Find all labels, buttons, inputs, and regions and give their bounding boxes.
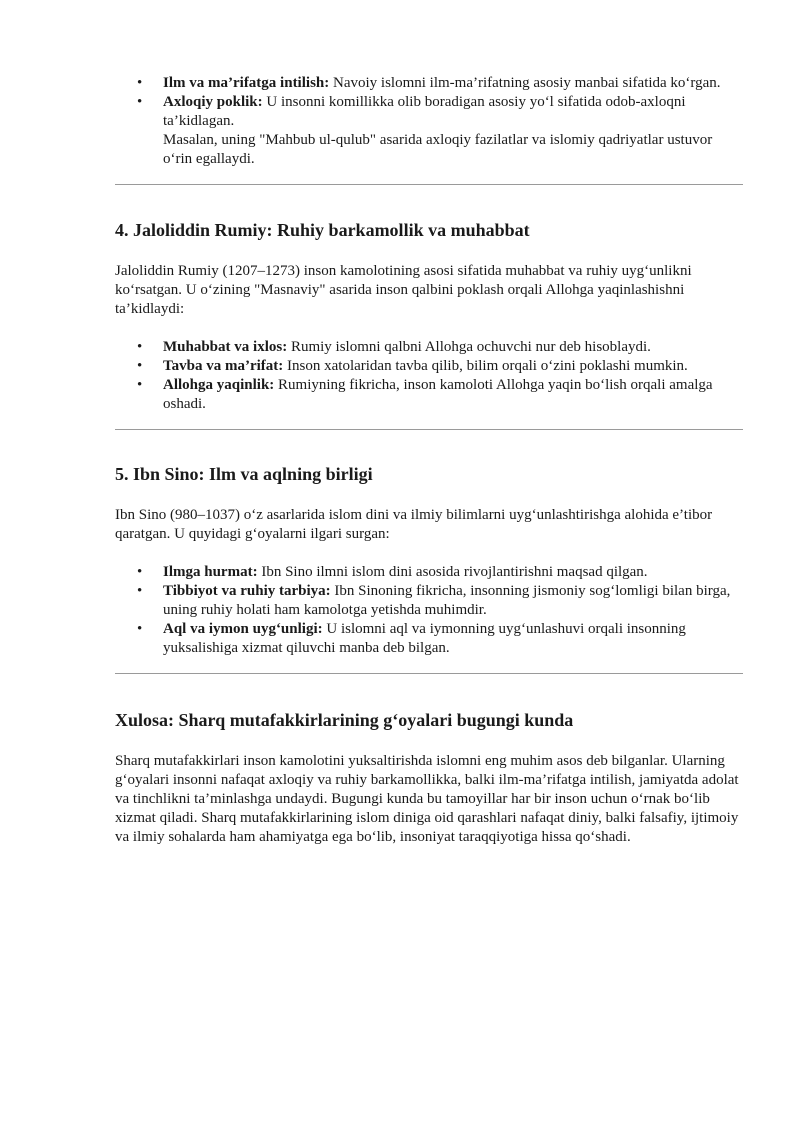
list-item — [115, 357, 743, 376]
item-term: Tavba va ma’rifat: — [163, 358, 284, 374]
item-text: U islomni aql va iymonning uyg‘unlashuvi orqali insonning yuksalishiga xizmat qiluvchi manba deb bilgan. — [163, 621, 686, 656]
item-term: Axloqiy poklik: — [163, 94, 263, 110]
section-divider — [115, 184, 743, 185]
item-text: Inson xatolaridan tavba qilib, bilim orqali o‘zini poklashi mumkin. — [283, 358, 688, 374]
conclusion-paragraph: Sharq mutafakkirlari inson kamolotini yuksaltirishda islomni eng muhim asos deb bilganlar. Ularning g‘oyalari insonni nafaqat axloqiy va ruhiy barkamollikka, balki ilm-ma’rifatga intilish, jamiyatda adolat va tinchlikni ta’minlashga undaydi. Bugungi kunda bu tamoyillar har bir inson uchun o‘rnak bo‘lib xizmat qiladi. Sharq mutafakkirlarining islom diniga oid qarashlari nafaqat diniy, balki falsafiy, ijtimoiy va ilmiy sohalarda ham ahamiyatga ega bo‘lib, insoniyat taraqqiyotiga hissa qo‘shadi. — [115, 753, 739, 845]
section-paragraph: Ibn Sino (980–1037) o‘z asarlarida islom dini va ilmiy bilimlarni uyg‘unlashtirishga alohida e’tibor qaratgan. U quyidagi g‘oyalarni ilgari surgan: — [115, 507, 713, 542]
item-term: Ilm va ma’rifatga intilish: — [163, 75, 330, 91]
item-text: Rumiyning fikricha, inson kamoloti Allohga yaqin bo‘lish orqali amalga oshadi. — [163, 377, 713, 412]
item-term: Aql va iymon uyg‘unligi: — [163, 621, 323, 637]
list-item — [115, 620, 743, 658]
item-continuation: Masalan, uning "Mahbub ul-qulub" asarida axloqiy fazilatlar va islomiy qadriyatlar ustuvor o‘rin egallaydi. — [163, 132, 713, 167]
section-divider — [115, 429, 743, 430]
list-item — [115, 582, 743, 620]
list-item — [115, 376, 743, 414]
document-page — [115, 74, 743, 847]
item-text: Ibn Sino ilmni islom dini asosida rivojlantirishni maqsad qilgan. — [257, 564, 648, 580]
list-item — [115, 563, 743, 582]
item-term: Allohga yaqinlik: — [163, 377, 275, 393]
list-item — [115, 338, 743, 357]
section-paragraph: Jaloliddin Rumiy (1207–1273) inson kamolotining asosi sifatida muhabbat va ruhiy uyg‘unlikni ko‘rsatgan. U o‘zining "Masnaviy" asarida inson qalbini poklash orqali Allohga yaqinlashishni ta’kidlaydi: — [115, 263, 692, 317]
section-heading: 5. Ibn Sino: Ilm va aqlning birligi — [115, 464, 373, 484]
item-term: Tibbiyot va ruhiy tarbiya: — [163, 583, 331, 599]
section-heading: Xulosa: Sharq mutafakkirlarining g‘oyalari bugungi kunda — [115, 710, 574, 730]
section4-list — [115, 338, 743, 414]
item-term: Muhabbat va ixlos: — [163, 339, 288, 355]
section-divider — [115, 673, 743, 674]
item-term: Ilmga hurmat: — [163, 564, 258, 580]
item-text: Navoiy islomni ilm-ma’rifatning asosiy manbai sifatida ko‘rgan. — [329, 75, 721, 91]
section-heading: 4. Jaloliddin Rumiy: Ruhiy barkamollik va muhabbat — [115, 220, 530, 240]
item-text: U insonni komillikka olib boradigan asosiy yo‘l sifatida odob-axloqni ta’kidlagan. — [163, 94, 686, 129]
intro-list — [115, 74, 743, 169]
item-text: Ibn Sinoning fikricha, insonning jismoniy sog‘lomligi bilan birga, uning ruhiy holati ham kamolotga yetishda muhimdir. — [163, 583, 731, 618]
list-item — [115, 93, 743, 169]
section5-list — [115, 563, 743, 658]
item-text: Rumiy islomni qalbni Allohga ochuvchi nur deb hisoblaydi. — [287, 339, 651, 355]
list-item — [115, 74, 743, 93]
